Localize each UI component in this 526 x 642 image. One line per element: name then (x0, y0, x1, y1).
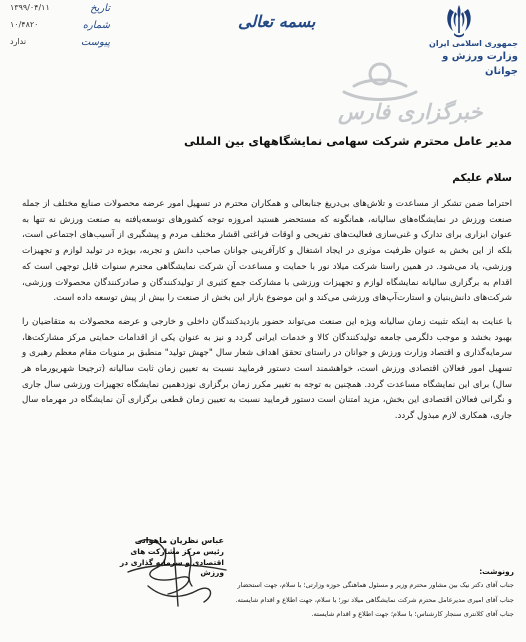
date-label: تاریخ (90, 3, 110, 14)
bismillah-heading: بسمه تعالی (238, 12, 316, 31)
iran-emblem-icon (444, 3, 474, 39)
copy-line: جناب آقای دکتر نیک بین مشاور محترم وزیر و مسئول هماهنگی حوزه وزارتی؛ با سلام، جهت استحضار (237, 581, 514, 589)
number-label: شماره (82, 20, 110, 31)
copy-line: جناب آقای کلانتری سنجار کارشناس؛ با سلام؛ جهت اطلاع و اقدام شایسته. (311, 610, 514, 618)
copies-heading: رونوشت: (479, 567, 514, 576)
watermark-text: خبرگزاری فارس (338, 100, 483, 124)
signatory-name: عباس نظریان ماهوانی (134, 536, 224, 545)
fars-news-logo-icon (324, 58, 436, 106)
copies-section (9, 566, 514, 622)
letter-meta (10, 3, 110, 54)
date-value: ۱۳۹۹/۰۴/۱۱ (10, 3, 50, 12)
copy-line: جناب آقای امیری مدیرعامل محترم شرکت نمایشگاهی میلاد نور؛ با سلام، جهت اطلاع و اقدام شایسته. (235, 595, 514, 604)
signatory-title: رئیس مرکز مشارکت های اقتصادی و سرمایه گذاری در ورزش (119, 547, 224, 577)
letter-body (22, 197, 512, 425)
addressee: مدیر عامل محترم شرکت سهامی نمایشگاههای بین المللی (184, 134, 512, 148)
attachment-value: ندارد (10, 37, 27, 46)
meta-date-row (10, 3, 110, 20)
body-paragraph: احتراما ضمن تشکر از مساعدت و تلاش‌های بی‌دریغ جنابعالی و همکاران محترم در تسهیل امور عرضه محصولات صنایع مختلف از جمله صنعت ورزش در نمایشگاه‌های سالیانه، همانگونه که مستحضر هستید امروزه توجه کشورهای توسعه‌یافته به صنعت ورزش نه تنها به عنوان ابزاری برای تدارک و غنی‌سازی فعالیت‌های تفریحی و اوقات فراغتی اقشار مختلف مردم و پیشگیری از آسیب‌های اجتماعی است، بلکه از این بخش به عنوان ظرفیت موثری در ایجاد اشتغال و کارآفرینی جوانان صاحب دانش و تجربه، بویژه در تولید لوازم و تجهیزات ورزشی، یاد می‌شود. در همین راستا شرکت میلاد نور با حمایت و مساعدت آن شرکت نمایشگاهی محترم سنوات قابل توجهی است که اقدام به برگزاری سالیانه نمایشگاه لوازم و تجهیزات ورزشی با مشارکت جمع کثیری از تولیدکنندگان و صادرکنندگان محصولات ورزشی، شرکت‌های دانش‌بنیان و استارت‌آپ‌های ورزشی می‌کند و این موضوع بازار این بخش از صنعت را بیش از پیش توسعه داده است. (22, 199, 512, 304)
attachment-label: پیوست (80, 37, 110, 48)
body-paragraph: با عنایت به اینکه تثبیت زمان سالیانه ویژه این صنعت می‌تواند حضور بازدیدکنندگان داخلی و خارجی و عرضه محصولات به متقاضیان را بهبود بخشد و موجب دلگرمی جامعه تولیدکنندگان کالا و خدمات ایرانی گردد و نیز به عنوان یکی از اقدامات حمایتی مرکز مشارکت‌ها، سرمایه‌گذاری و اقتصاد وزارت ورزش و جوانان در راستای تحقق اهداف شعار سال "جهش تولید" منطبق بر منویات مقام معظم رهبری و تسهیل امور فعالان اقتصادی ورزش است، خواهشمند است دستور فرمایید نسبت به تعیین زمان ثابت سالیانه (ترجیحا شهریورماه هر سال) برای این نمایشگاه مساعدت گردد. همچنین به توجه به تغییر مکرر زمان برگزاری نوزدهمین نمایشگاه تجهیزات ورزشی سال جاری و نگرانی فعالان اقتصادی این بخش، مزید امتنان است دستور فرمایید نسبت به تعیین زمان قطعی برگزاری آن نمایشگاه در مهرماه سال جاری، همکاری لازم مبذول گردد. (22, 316, 512, 422)
meta-attachment-row (10, 37, 110, 54)
ministry-name: وزارت ورزش و جوانان (442, 51, 518, 77)
ministry-country: جمهوری اسلامی ایران (429, 39, 518, 48)
number-value: ۱۰/۴۸۲۰ (10, 20, 39, 29)
meta-number-row (10, 20, 110, 37)
greeting: سلام علیکم (452, 172, 512, 184)
